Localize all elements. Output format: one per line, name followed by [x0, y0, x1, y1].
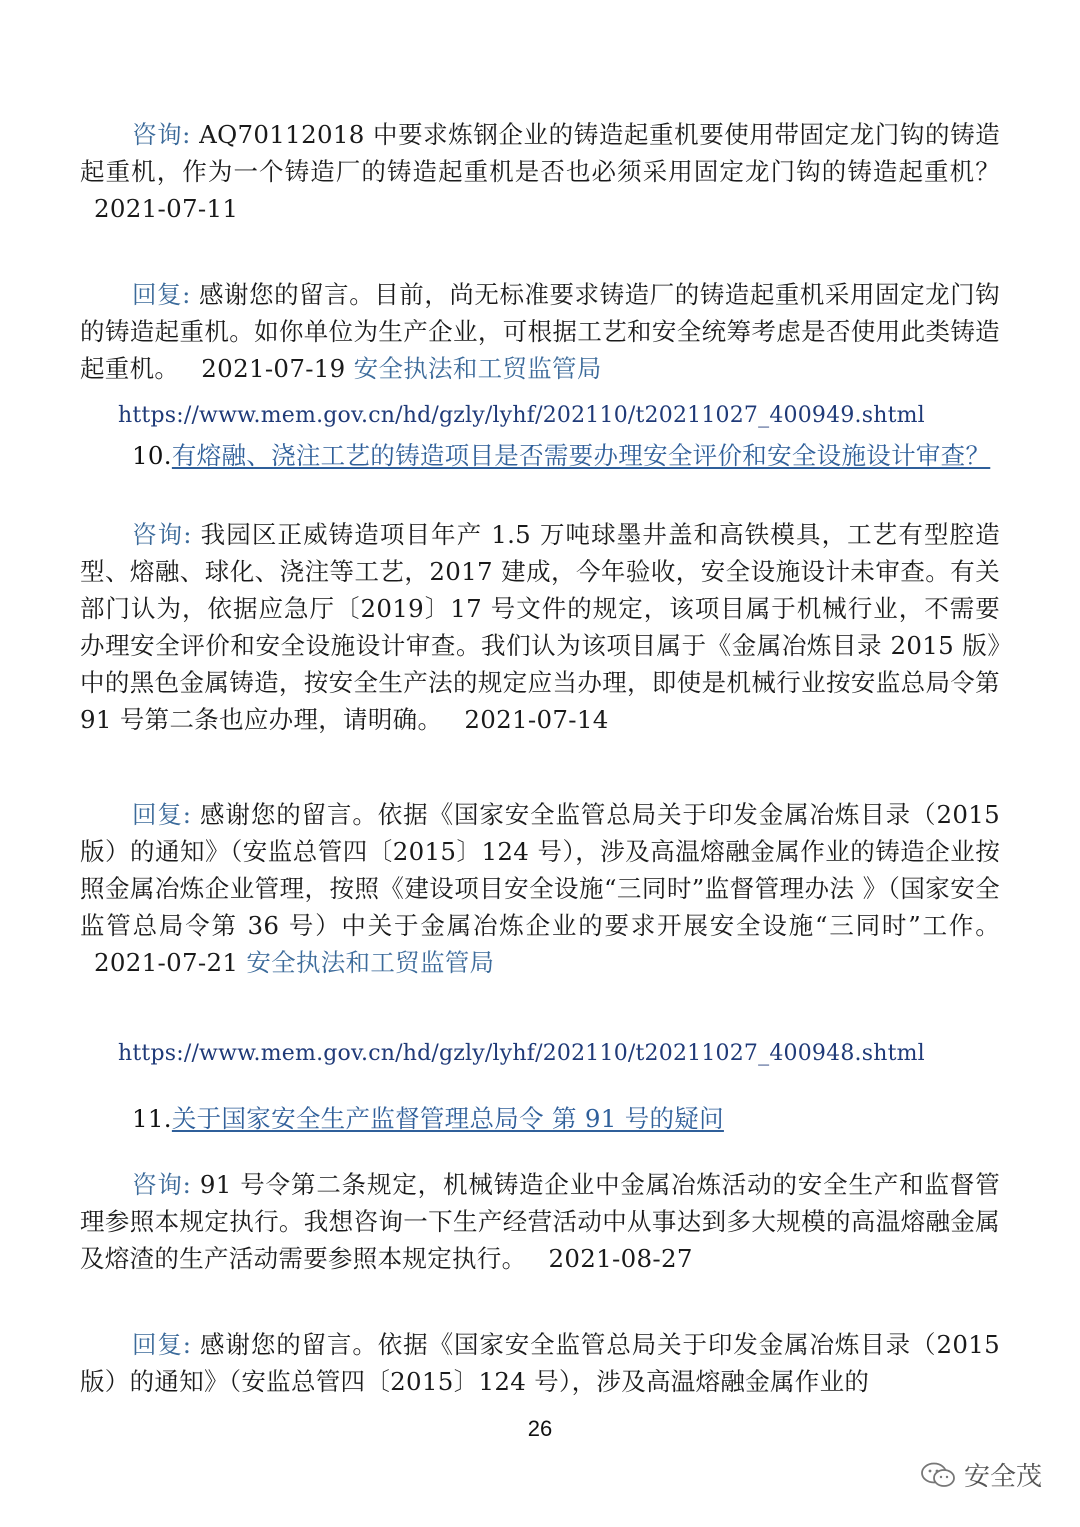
consult-label: 咨询: — [132, 520, 192, 549]
consult-paragraph — [80, 516, 1000, 738]
watermark-text: 安全茂 — [963, 1462, 1042, 1492]
reply-text: 感谢您的留言。依据《国家安全监管总局关于印发金属冶炼目录（2015 版）的通知》（安监总管四〔2015〕124 号），涉及高温熔融金属作业的 — [80, 1330, 1000, 1396]
reply-date: 2021-07-19 — [201, 354, 346, 383]
consult-paragraph — [80, 116, 1000, 227]
page-number: 26 — [527, 1416, 553, 1441]
consult-label: 咨询: — [132, 1170, 192, 1199]
consult-paragraph — [80, 1166, 1000, 1277]
source-url[interactable]: https://www.mem.gov.cn/hd/gzly/lyhf/202110/t20211027_400949.shtml — [118, 403, 925, 428]
heading-number: 10. — [132, 441, 172, 470]
reply-org: 安全执法和工贸监管局 — [353, 354, 602, 383]
reply-paragraph — [80, 276, 1000, 387]
question-heading — [80, 437, 1000, 474]
reply-org: 安全执法和工贸监管局 — [246, 948, 495, 977]
reply-label: 回复: — [132, 800, 192, 829]
consult-label: 咨询: — [132, 120, 191, 149]
consult-date: 2021-07-14 — [464, 705, 609, 734]
heading-link[interactable]: 有熔融、浇注工艺的铸造项目是否需要办理安全评价和安全设施设计审查？ — [171, 441, 991, 470]
reply-label: 回复: — [132, 280, 191, 309]
reply-paragraph — [80, 1326, 1000, 1400]
reply-text: 感谢您的留言。依据《国家安全监管总局关于印发金属冶炼目录（2015 版）的通知》（安监总管四〔2015〕124 号），涉及高温熔融金属作业的铸造企业按照金属冶炼企业管理，按照《建设项目安全设施“三同时”监督管理办法 》（国家安全监管总局令第 36 号）中关于金属冶炼企业的要求开展安全设施“三同时”工作。 — [80, 800, 1000, 940]
reply-paragraph — [80, 796, 1000, 981]
consult-date: 2021-07-11 — [94, 194, 239, 223]
reply-label: 回复: — [132, 1330, 192, 1359]
wechat-icon — [920, 1461, 956, 1489]
source-url[interactable]: https://www.mem.gov.cn/hd/gzly/lyhf/202110/t20211027_400948.shtml — [118, 1041, 925, 1066]
consult-text: AQ70112018 中要求炼钢企业的铸造起重机要使用带固定龙门钩的铸造起重机，作为一个铸造厂的铸造起重机是否也必须采用固定龙门钩的铸造起重机？ — [80, 120, 1001, 186]
question-heading — [80, 1100, 1000, 1137]
consult-date: 2021-08-27 — [548, 1244, 693, 1273]
consult-text: 91 号令第二条规定，机械铸造企业中金属冶炼活动的安全生产和监督管理参照本规定执行。我想咨询一下生产经营活动中从事达到多大规模的高温熔融金属及熔渣的生产活动需要参照本规定执行。 — [80, 1170, 1001, 1273]
reply-date: 2021-07-21 — [94, 948, 239, 977]
heading-link[interactable]: 关于国家安全生产监督管理总局令 第 91 号的疑问 — [171, 1104, 724, 1133]
watermark — [920, 1456, 1042, 1493]
consult-text: 我园区正威铸造项目年产 1.5 万吨球墨井盖和高铁模具，工艺有型腔造型、熔融、球化、浇注等工艺，2017 建成，今年验收，安全设施设计未审查。有关部门认为，依据应急厅〔2019〕17 号文件的规定，该项目属于机械行业，不需要办理安全评价和安全设施设计审查。我们认为该项目属于《金属冶炼目录 2015 版》中的黑色金属铸造，按安全生产法的规定应当办理，即使是机械行业按安监总局令第 91 号第二条也应办理，请明确。 — [80, 520, 1000, 734]
heading-number: 11. — [132, 1104, 172, 1133]
reply-text: 感谢您的留言。目前，尚无标准要求铸造厂的铸造起重机采用固定龙门钩的铸造起重机。如你单位为生产企业，可根据工艺和安全统筹考虑是否使用此类铸造起重机。 — [80, 280, 1000, 383]
